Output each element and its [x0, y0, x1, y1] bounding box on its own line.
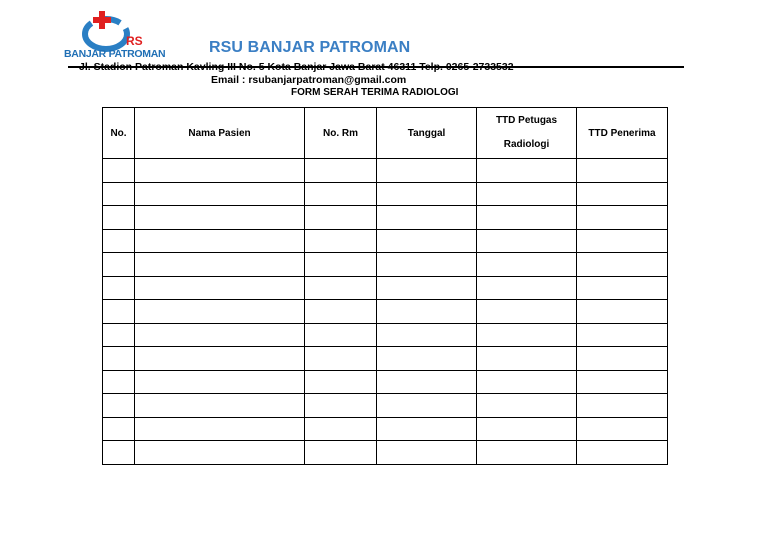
cell-tanggal — [377, 276, 477, 300]
cell-nama-pasien — [135, 300, 305, 324]
cell-ttd-petugas — [477, 441, 577, 465]
column-header-tanggal: Tanggal — [377, 108, 477, 159]
cell-tanggal — [377, 370, 477, 394]
cell-ttd-penerima — [577, 300, 668, 324]
column-header-ttd-petugas — [477, 108, 577, 159]
cell-no-rm — [305, 182, 377, 206]
cell-tanggal — [377, 206, 477, 230]
cell-no-rm — [305, 229, 377, 253]
cell-ttd-penerima — [577, 323, 668, 347]
column-header-ttd-penerima: TTD Penerima — [577, 108, 668, 159]
cell-tanggal — [377, 229, 477, 253]
cell-ttd-petugas — [477, 206, 577, 230]
table-row — [103, 229, 668, 253]
header-divider — [68, 66, 684, 68]
table-row — [103, 323, 668, 347]
cell-tanggal — [377, 417, 477, 441]
cell-no-rm — [305, 323, 377, 347]
cell-no — [103, 417, 135, 441]
hospital-email: Email : rsubanjarpatroman@gmail.com — [211, 74, 407, 86]
cell-ttd-petugas — [477, 370, 577, 394]
cell-ttd-petugas — [477, 394, 577, 418]
cell-no — [103, 394, 135, 418]
logo-rs-text: RS — [126, 34, 143, 48]
cell-no-rm — [305, 206, 377, 230]
cell-tanggal — [377, 300, 477, 324]
cell-no — [103, 370, 135, 394]
cell-no — [103, 182, 135, 206]
cell-tanggal — [377, 253, 477, 277]
cell-tanggal — [377, 159, 477, 183]
cell-nama-pasien — [135, 417, 305, 441]
table-body — [103, 159, 668, 465]
table-row — [103, 394, 668, 418]
cell-ttd-penerima — [577, 253, 668, 277]
cell-ttd-penerima — [577, 370, 668, 394]
cell-tanggal — [377, 394, 477, 418]
handover-table — [102, 107, 668, 465]
cell-nama-pasien — [135, 276, 305, 300]
column-header-no: No. — [103, 108, 135, 159]
cell-nama-pasien — [135, 347, 305, 371]
logo-name-text: BANJAR PATROMAN — [64, 48, 166, 60]
table-row — [103, 182, 668, 206]
cell-no — [103, 276, 135, 300]
cell-no — [103, 253, 135, 277]
table-row — [103, 300, 668, 324]
cell-no — [103, 347, 135, 371]
cell-ttd-penerima — [577, 229, 668, 253]
cell-ttd-petugas — [477, 300, 577, 324]
cell-no — [103, 229, 135, 253]
logo-cross-horizontal — [93, 17, 111, 23]
cell-ttd-penerima — [577, 394, 668, 418]
table-row — [103, 276, 668, 300]
column-header-nama-pasien: Nama Pasien — [135, 108, 305, 159]
cell-no-rm — [305, 300, 377, 324]
cell-no-rm — [305, 417, 377, 441]
table-row — [103, 206, 668, 230]
cell-ttd-petugas — [477, 159, 577, 183]
cell-tanggal — [377, 182, 477, 206]
table-row — [103, 253, 668, 277]
cell-nama-pasien — [135, 159, 305, 183]
cell-ttd-petugas — [477, 229, 577, 253]
cell-tanggal — [377, 347, 477, 371]
cell-no-rm — [305, 441, 377, 465]
cell-nama-pasien — [135, 394, 305, 418]
cell-tanggal — [377, 441, 477, 465]
cell-no — [103, 441, 135, 465]
cell-ttd-penerima — [577, 441, 668, 465]
cell-ttd-penerima — [577, 182, 668, 206]
cell-nama-pasien — [135, 323, 305, 347]
cell-no-rm — [305, 159, 377, 183]
table-row — [103, 159, 668, 183]
cell-no-rm — [305, 276, 377, 300]
cell-no-rm — [305, 370, 377, 394]
cell-nama-pasien — [135, 370, 305, 394]
cell-no-rm — [305, 253, 377, 277]
hospital-name: RSU BANJAR PATROMAN — [209, 39, 411, 56]
column-header-ttd-petugas-line2: Radiologi — [503, 139, 550, 150]
cell-ttd-penerima — [577, 347, 668, 371]
column-header-no-rm: No. Rm — [305, 108, 377, 159]
table-row — [103, 347, 668, 371]
cell-no-rm — [305, 394, 377, 418]
form-title: FORM SERAH TERIMA RADIOLOGI — [291, 87, 459, 98]
cell-no — [103, 206, 135, 230]
cell-ttd-petugas — [477, 347, 577, 371]
cell-ttd-petugas — [477, 276, 577, 300]
cell-no — [103, 300, 135, 324]
cell-no — [103, 323, 135, 347]
table-header-row — [103, 108, 668, 159]
cell-tanggal — [377, 323, 477, 347]
cell-no-rm — [305, 347, 377, 371]
cell-nama-pasien — [135, 441, 305, 465]
cell-ttd-petugas — [477, 253, 577, 277]
cell-ttd-penerima — [577, 417, 668, 441]
cell-ttd-petugas — [477, 182, 577, 206]
table-row — [103, 441, 668, 465]
table-row — [103, 417, 668, 441]
cell-ttd-petugas — [477, 417, 577, 441]
cell-no — [103, 159, 135, 183]
cell-ttd-penerima — [577, 206, 668, 230]
logo-ring — [85, 19, 127, 49]
column-header-ttd-petugas-line1: TTD Petugas — [495, 115, 558, 126]
cell-nama-pasien — [135, 229, 305, 253]
table-row — [103, 370, 668, 394]
cell-nama-pasien — [135, 206, 305, 230]
cell-nama-pasien — [135, 253, 305, 277]
cell-ttd-penerima — [577, 276, 668, 300]
cell-ttd-penerima — [577, 159, 668, 183]
cell-ttd-petugas — [477, 323, 577, 347]
cell-nama-pasien — [135, 182, 305, 206]
